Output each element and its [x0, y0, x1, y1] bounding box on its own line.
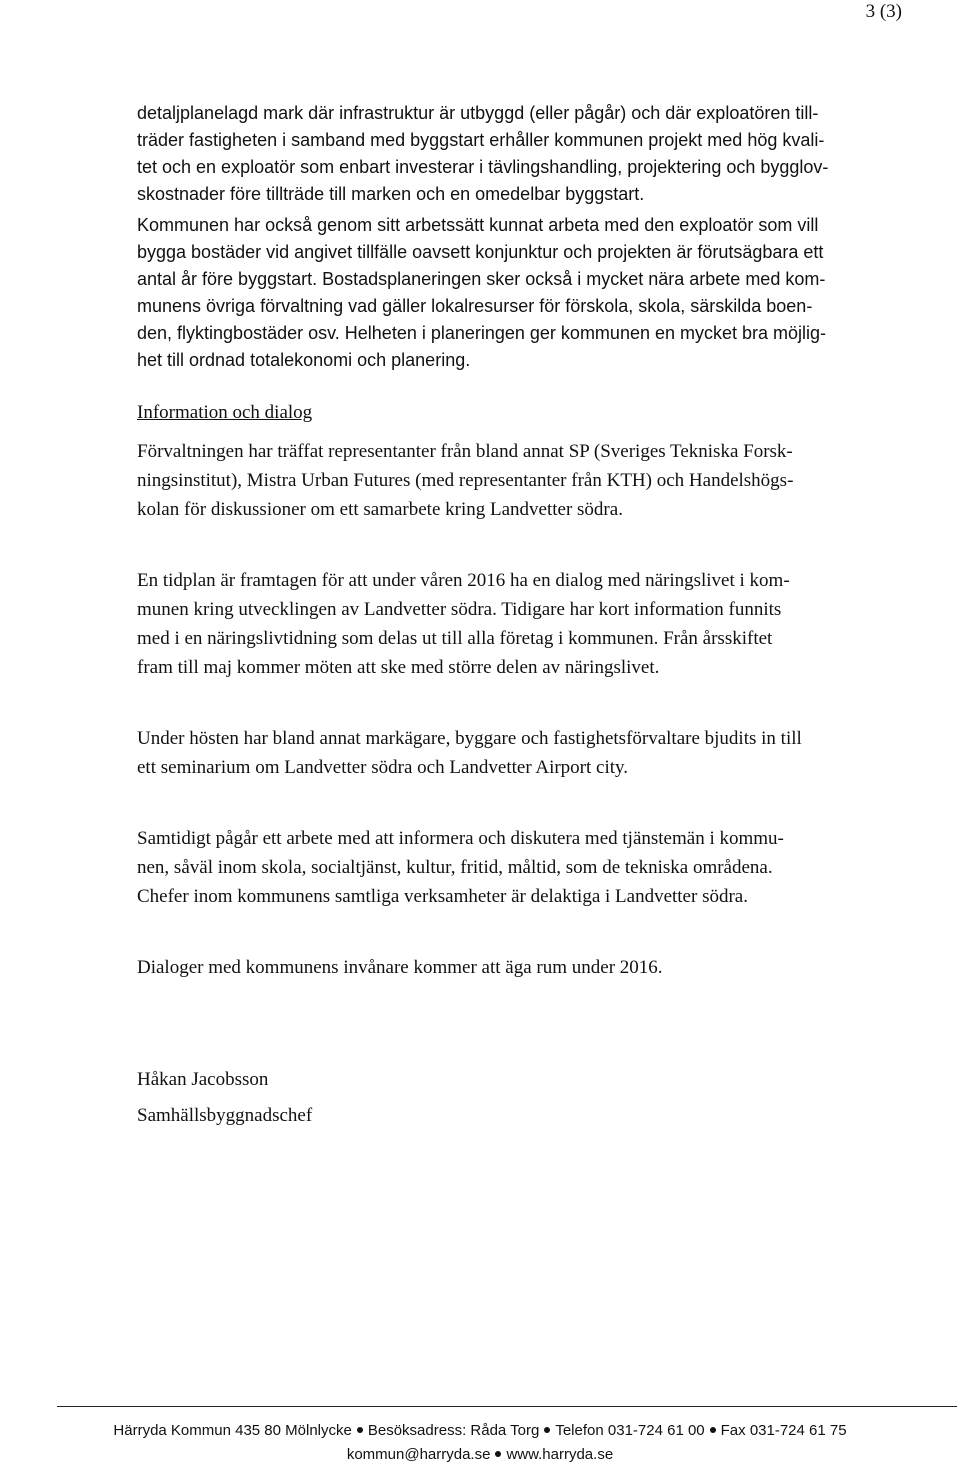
text-line: munens övriga förvaltning vad gäller lokalresurser för förskola, skola, särskilda boen- — [137, 296, 813, 316]
text-line: Under hösten har bland annat markägare, byggare och fastighetsförvaltare bjudits in till — [137, 728, 802, 749]
footer-email-link[interactable]: kommun@harryda.se — [346, 1446, 491, 1463]
text-line: den, flyktingbostäder osv. Helheten i planeringen ger kommunen en mycket bra möjlig- — [137, 323, 827, 343]
text-line: kolan för diskussioner om ett samarbete kring Landvetter södra. — [137, 499, 623, 520]
bullet-icon — [357, 1427, 363, 1433]
signature-name: Håkan Jacobsson — [137, 1069, 269, 1090]
footer-divider — [57, 1406, 957, 1407]
text-line: Kommunen har också genom sitt arbetssätt kunnat arbeta med den exploatör som vill — [137, 215, 819, 235]
text-line: skostnader före tillträde till marken och en omedelbar byggstart. — [137, 184, 645, 204]
text-line: bygga bostäder vid angivet tillfälle oavsett konjunktur och projekten är förutsägbara ett — [137, 242, 824, 262]
footer-fax: Fax 031-724 61 75 — [720, 1422, 847, 1439]
text-line: het till ordnad totalekonomi och planering. — [137, 350, 471, 370]
signature-block — [137, 1062, 895, 1134]
text-line: tet och en exploatör som enbart investerar i tävlingshandling, projektering och bygglov- — [137, 157, 829, 177]
intro-paragraph — [137, 100, 895, 208]
dialoger-paragraph — [137, 953, 895, 982]
page-number: 3 (3) — [865, 1, 902, 22]
footer-line-2 — [0, 1443, 960, 1467]
forvaltningen-paragraph — [137, 437, 895, 524]
footer-line-1 — [0, 1419, 960, 1443]
bullet-icon — [544, 1427, 550, 1433]
kommunen-paragraph — [137, 212, 895, 374]
text-line: nen, såväl inom skola, socialtjänst, kultur, fritid, måltid, som de tekniska områdena. — [137, 857, 773, 878]
text-line: En tidplan är framtagen för att under våren 2016 ha en dialog med näringslivet i kom- — [137, 570, 790, 591]
text-line: ett seminarium om Landvetter södra och Landvetter Airport city. — [137, 757, 629, 778]
text-line: munen kring utvecklingen av Landvetter södra. Tidigare har kort information funnits — [137, 599, 782, 620]
text-line: fram till maj kommer möten att ske med större delen av näringslivet. — [137, 657, 660, 678]
samtidigt-paragraph — [137, 824, 895, 911]
bullet-icon — [710, 1427, 716, 1433]
bullet-icon — [495, 1451, 501, 1457]
section-heading: Information och dialog — [137, 402, 313, 423]
footer-phone: Telefon 031-724 61 00 — [555, 1422, 705, 1439]
tidplan-paragraph — [137, 566, 895, 682]
text-line: antal år före byggstart. Bostadsplaneringen sker också i mycket nära arbete med kom- — [137, 269, 826, 289]
text-line: träder fastigheten i samband med byggstart erhåller kommunen projekt med hög kvali- — [137, 130, 825, 150]
footer-address: Härryda Kommun 435 80 Mölnlycke — [113, 1422, 352, 1439]
text-line: Chefer inom kommunens samtliga verksamheter är delaktiga i Landvetter södra. — [137, 886, 748, 907]
hosten-paragraph — [137, 724, 895, 782]
text-line: Dialoger med kommunens invånare kommer att äga rum under 2016. — [137, 957, 663, 978]
text-line: Förvaltningen har träffat representanter från bland annat SP (Sveriges Tekniska Forsk- — [137, 441, 793, 462]
text-line: med i en näringslivtidning som delas ut till alla företag i kommunen. Från årsskiftet — [137, 628, 773, 649]
signature-title: Samhällsbyggnadschef — [137, 1105, 313, 1126]
text-line: ningsinstitut), Mistra Urban Futures (med representanter från KTH) och Handelshögs- — [137, 470, 794, 491]
footer-visiting-address: Besöksadress: Råda Torg — [367, 1422, 540, 1439]
document-body — [137, 100, 895, 1134]
footer — [0, 1419, 960, 1467]
text-line: detaljplanelagd mark där infrastruktur är utbyggd (eller pågår) och där exploatören till- — [137, 103, 819, 123]
text-line: Samtidigt pågår ett arbete med att informera och diskutera med tjänstemän i kommu- — [137, 828, 784, 849]
footer-website-link[interactable]: www.harryda.se — [506, 1446, 614, 1463]
